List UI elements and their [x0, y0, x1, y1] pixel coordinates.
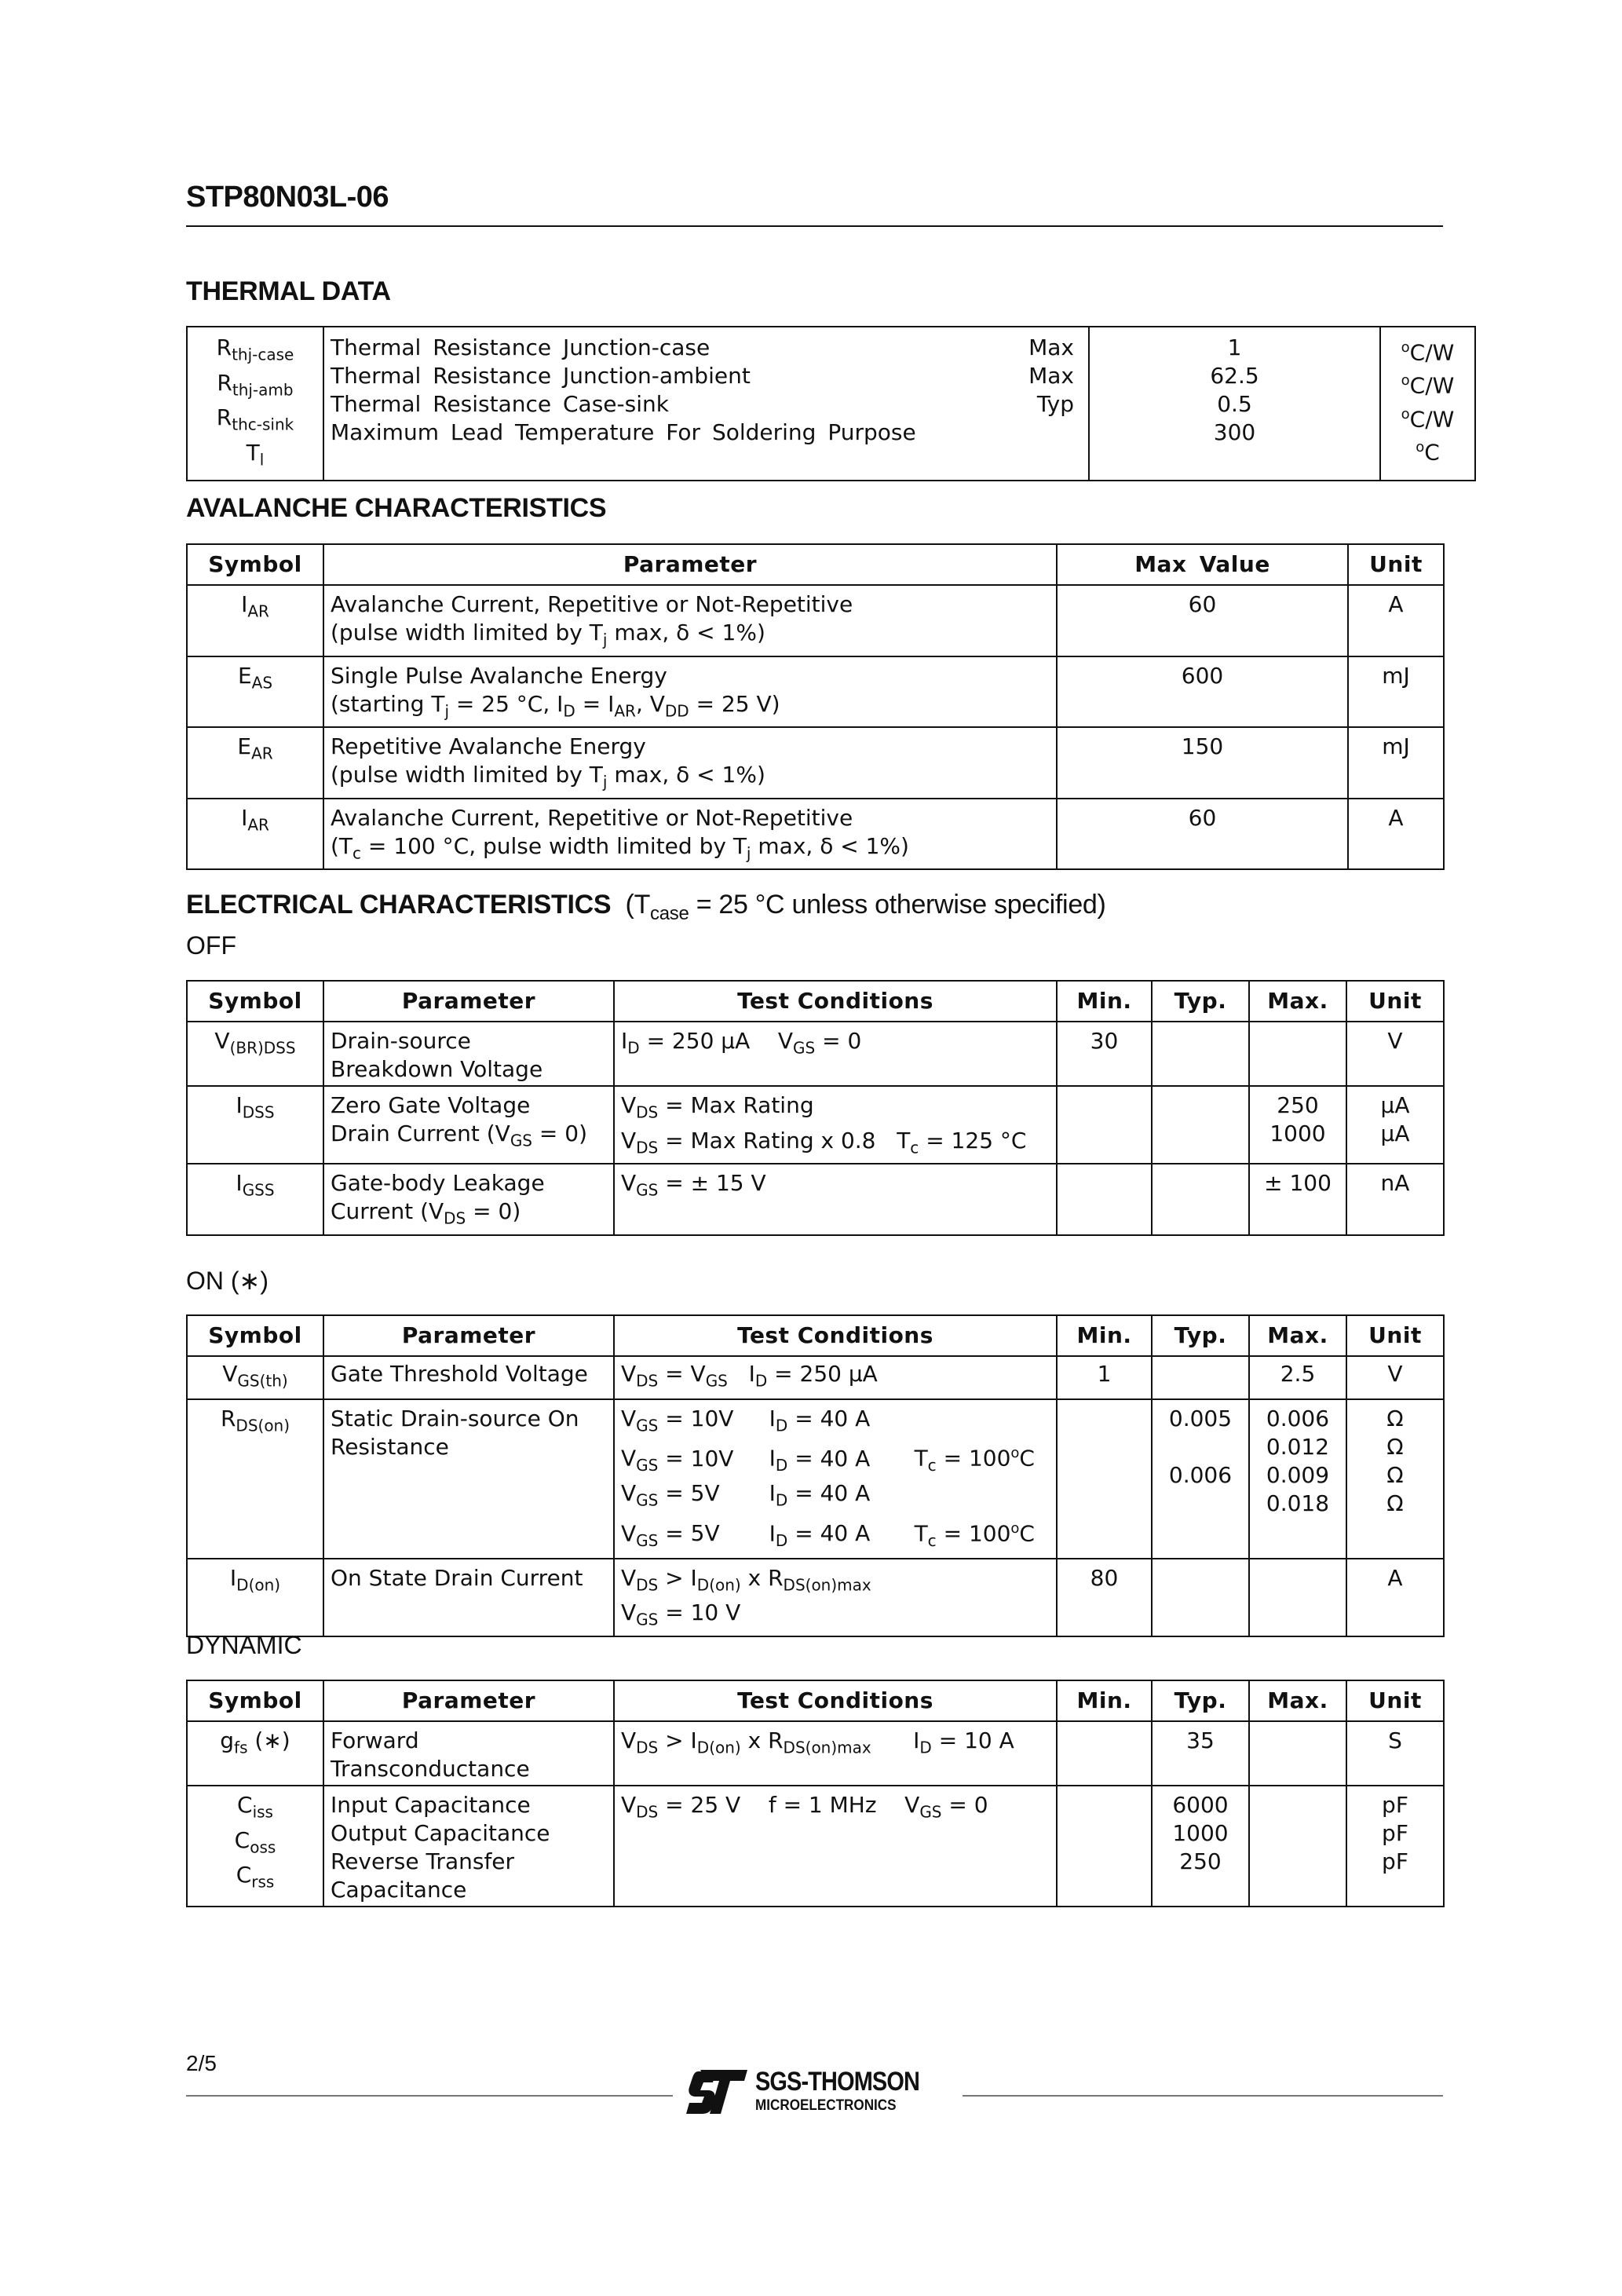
header-divider: [186, 225, 1443, 227]
col-unit: Unit: [1346, 981, 1444, 1022]
col-test-conditions: Test Conditions: [614, 981, 1057, 1022]
logo-company-name: SGS-THOMSON: [755, 2067, 920, 2097]
page-title: STP80N03L-06: [186, 181, 389, 214]
section-thermal-title: THERMAL DATA: [186, 276, 391, 306]
table-row: $V_{(BR)DSS}$ Drain-source Breakdown Voltage $I_D = 250$ μA $V_{GS} = 0$ 30 V: [187, 1022, 1444, 1086]
dynamic-table: [186, 1680, 1445, 1907]
table-row: $R_{DS(on)}$ Static Drain-source On Resistance $V_{GS} = 10V$ $I_D = 40$ A $V_{GS} = 10V$ $I_D = 40$ A $T_c = 100^oC$ $V_{GS} = 5V$ $I_D = 40$ A $V_{GS} = 5V$ $I_D = 40$ A $T_c = 100^oC$ 0.005 0.006 0.006 0.012 0.009 0.018 Ω Ω Ω Ω: [187, 1399, 1444, 1559]
table-header-row: [187, 544, 1444, 585]
col-typ: Typ.: [1152, 1680, 1249, 1721]
table-row: $g_{fs}$ (∗) Forward Transconductance $V_{DS} > I_{D(on)}$ x $R_{DS(on)max}$ $I_D = 10$ A 35 S: [187, 1721, 1444, 1786]
electrical-conditions: ($T_{case} = 25$ °C unless otherwise specified): [625, 890, 1106, 924]
col-min: Min.: [1057, 981, 1152, 1022]
col-test-conditions: Test Conditions: [614, 1315, 1057, 1356]
table-row: $V_{GS(th)}$ Gate Threshold Voltage $V_{DS} = V_{GS}$ $I_D = 250$ μA 1 2.5 V: [187, 1356, 1444, 1399]
subsection-off: OFF: [186, 931, 236, 960]
on-table: [186, 1314, 1445, 1637]
table-row: $I_{GSS}$ Gate-body Leakage Current $(V_{DS} = 0)$ $V_{GS}$ = ± 15 V ± 100 nA: [187, 1164, 1444, 1235]
off-table: [186, 980, 1445, 1236]
col-min: Min.: [1057, 1680, 1152, 1721]
col-unit: Unit: [1346, 1680, 1444, 1721]
thermal-table: [186, 326, 1476, 481]
table-row: $I_{DSS}$ Zero Gate Voltage Drain Current $(V_{GS} = 0)$ $V_{DS}$ = Max Rating $V_{DS}$ = Max Rating x 0.8 $T_c = 125$ °C 250 1000 μA μA: [187, 1086, 1444, 1164]
footer-rule-left: [186, 2095, 673, 2097]
thermal-values: 1 62.5 0.5 300: [1089, 327, 1380, 481]
col-typ: Typ.: [1152, 981, 1249, 1022]
section-avalanche-title: AVALANCHE CHARACTERISTICS: [186, 493, 607, 523]
col-max: Max.: [1249, 1680, 1346, 1721]
table-header-row: [187, 1315, 1444, 1356]
col-test-conditions: Test Conditions: [614, 1680, 1057, 1721]
table-header-row: [187, 981, 1444, 1022]
col-max: Max.: [1249, 1315, 1346, 1356]
col-parameter: Parameter: [323, 544, 1057, 585]
thermal-qualifiers: Max Max Typ: [999, 327, 1089, 481]
thermal-units: $^o$C/W $^o$C/W $^o$C/W $^o$C: [1380, 327, 1475, 481]
thermal-parameters: Thermal Resistance Junction-case Thermal Resistance Junction-ambient Thermal Resistance Case-sink Maximum Lead Temperature For Soldering Purpose: [323, 327, 999, 481]
table-row: [187, 327, 1475, 481]
table-row: $I_{D(on)}$ On State Drain Current $V_{DS} > I_{D(on)}$ x $R_{DS(on)max}$ $V_{GS} = 10$ V 80 A: [187, 1559, 1444, 1636]
col-unit: Unit: [1348, 544, 1444, 585]
table-row: $C_{iss}$ $C_{oss}$ $C_{rss}$ Input Capacitance Output Capacitance Reverse Transfer Capacitance $V_{DS} = 25$ V f = 1 MHz $V_{GS} = 0$ 6000 1000 250 pF pF pF: [187, 1786, 1444, 1907]
col-symbol: Symbol: [187, 1680, 323, 1721]
col-parameter: Parameter: [323, 981, 614, 1022]
subsection-dynamic: DYNAMIC: [186, 1631, 302, 1659]
table-row: $I_{AR}$ Avalanche Current, Repetitive or Not-Repetitive (pulse width limited by $T_j$ max, δ < 1%) 60 A: [187, 585, 1444, 656]
logo-company-subtitle: MICROELECTRONICS: [755, 2097, 897, 2114]
col-symbol: Symbol: [187, 981, 323, 1022]
col-symbol: Symbol: [187, 544, 323, 585]
col-typ: Typ.: [1152, 1315, 1249, 1356]
col-max-value: Max Value: [1057, 544, 1348, 585]
col-max: Max.: [1249, 981, 1346, 1022]
subsection-on: ON (∗): [186, 1267, 269, 1295]
col-parameter: Parameter: [323, 1680, 614, 1721]
col-parameter: Parameter: [323, 1315, 614, 1356]
table-row: $I_{AR}$ Avalanche Current, Repetitive or Not-Repetitive ($T_c = 100$ °C, pulse width limited by $T_j$ max, δ < 1%) 60 A: [187, 799, 1444, 870]
table-header-row: [187, 1680, 1444, 1721]
table-row: $E_{AS}$ Single Pulse Avalanche Energy (starting $T_j = 25$ °C, $I_D = I_{AR}$, $V_{DD} = 25$ V) 600 mJ: [187, 656, 1444, 728]
footer-rule-right: [963, 2095, 1443, 2097]
col-min: Min.: [1057, 1315, 1152, 1356]
page-number: 2/5: [186, 2051, 217, 2075]
st-logo-icon: [685, 2068, 751, 2115]
section-electrical-title: ELECTRICAL CHARACTERISTICS ($T_{case} = 25$ °C unless otherwise specified): [186, 890, 1106, 924]
avalanche-table: [186, 543, 1445, 870]
col-unit: Unit: [1346, 1315, 1444, 1356]
thermal-symbols: $R_{thj-case}$ $R_{thj-amb}$ $R_{thc-sink}$ $T_l$: [187, 327, 323, 481]
col-symbol: Symbol: [187, 1315, 323, 1356]
table-row: $E_{AR}$ Repetitive Avalanche Energy (pulse width limited by $T_j$ max, δ < 1%) 150 mJ: [187, 727, 1444, 799]
